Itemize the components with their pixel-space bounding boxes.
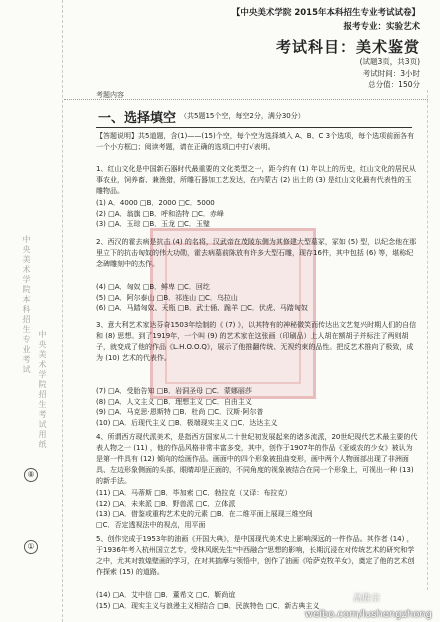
weibo-logo: 高胜宗 bbox=[352, 594, 380, 604]
subject-title: 考试科目：美术鉴赏 bbox=[275, 38, 420, 56]
option-row[interactable]: (12) □A．未来派 □B．野兽派 □C．立体派 bbox=[96, 499, 236, 508]
option-row[interactable]: (6) □A．马踏匈奴、天瓶 □B．武士俑、跪羊 □C．伏虎、马踏匈奴 bbox=[96, 304, 308, 313]
question-4: 4、所谓西方现代派美术，是指西方国家从二十世纪初发展起来的诸多流派，20世纪现代艺术最主要的代表人物之一 (11) ，他的作品风格非常丰富多变，其中，创作于1907年的作品《亚威农的少女》被认为是第一件具有 (12) 倾向的绘画作品。画面中的四个形象被扭曲变形，画中两个人物面部出现了非洲面具、左边形象侧面的头部，眼睛却是正面的，不同角度的视象被结合在同一个形象上，可视出一种 (13) 的新手法。 bbox=[96, 433, 418, 485]
exam-meta bbox=[360, 56, 420, 91]
option-row[interactable]: (2) □A．翁旗 □B．呼和浩特 □C．赤峰 bbox=[96, 209, 224, 218]
exam-content-label: 考题内容 bbox=[96, 91, 124, 99]
section-title: 一、选择填空 bbox=[98, 111, 177, 126]
section-rule bbox=[96, 127, 412, 128]
meta-time: 考试时间：3小时 bbox=[362, 68, 420, 78]
option-row[interactable]: (15) □A．现实主义与浪漫主义相结合 □B．民族特色 □C．新古典主义 bbox=[96, 601, 320, 610]
major-label: 报考专业：实验艺术 bbox=[343, 22, 420, 32]
page-marker-1: ① bbox=[24, 540, 38, 554]
page-marker-8: ⑧ bbox=[24, 468, 38, 482]
option-row[interactable]: (5) □A．阿尔泰山 □B．祁连山 □C．乌拉山 bbox=[96, 293, 238, 302]
question-5: 5、创作完成于1953年的油画《开国大典》，是中国现代美术史上影响深远的一件作品。其作者 (14) ，于1936年考入杭州国立艺专，受林风眠先生"中西融合"思想的影响，长期沉浸在对传统艺术的研究和学之中，尤其对敦煌壁画的学习，在对其揣摩与领悟中，创作了油画《哈萨克牧羊女》，奠定了他的艺术创作探索 (15) 的道路。 bbox=[96, 535, 415, 576]
option-row[interactable]: (8) □A．人文主义 □B．理想主义 □C．自由主义 bbox=[96, 397, 252, 406]
school-header: 【中央美术学院 2015年本科招生专业考试试卷】 bbox=[231, 8, 420, 18]
option-row[interactable]: (1) A．4000 □B．2000 □C．5000 bbox=[96, 199, 215, 207]
question-2: 2、西汉的霍去病是抗击 (4) 的名将，汉武帝在茂陵东侧为其修建大型墓冢，冢如 (5) 型，以纪念他在那里立下的抗击匈奴的伟大功勋，霍去病墓前陈放有许多大型石雕，现存16件，其中包括 (6) 等，堪称纪念碑雕刻中的杰作。 bbox=[96, 238, 417, 268]
option-row[interactable]: (3) □A．玉琮 □B．玉龙 □C．玉璧 bbox=[96, 220, 210, 229]
option-row[interactable]: (7) □A．受胎告知 □B．岩洞圣母 □C．蒙娜丽莎 bbox=[96, 387, 252, 395]
option-row[interactable]: (14) □A．艾中信 □B．董希文 □C．靳尚谊 bbox=[96, 591, 236, 599]
section-note: （共5题15个空，每空2分，满分30分） bbox=[180, 112, 305, 120]
question-1: 1、红山文化是中国新石器时代最重要的文化类型之一，距今约有 (1) 年以上的历史，红山文化的居民从事农业，饲养畜、兼渔猎，所雕石器加工艺发达，在内蒙古 (2) 出土的 (3) 是红山文化最有代表性的玉雕物品。 bbox=[96, 165, 416, 195]
binding-vertical-text: 中央美术学院本科招生专业考试 bbox=[22, 235, 31, 375]
question-3-options bbox=[96, 386, 418, 429]
option-row[interactable]: □C．否定透视法中的视点，用平面 bbox=[96, 521, 206, 530]
binding-vertical-text-2: 中央美术学院招生考试用纸 bbox=[38, 330, 47, 450]
option-row[interactable]: (11) □A．马蒂斯 □B．毕加索 □C．勃拉克（又译：布拉克） bbox=[96, 489, 292, 497]
question-4-options bbox=[96, 488, 418, 531]
question-2-options bbox=[96, 282, 418, 314]
option-row[interactable]: (13) □A．借鉴或重构艺术史的元素 □B．在二维平面上展现三维空间 bbox=[96, 510, 313, 519]
question-1-options bbox=[96, 198, 418, 230]
answer-instructions: 【答题说明】共5道题，含(1)——(15)个空，每个空为选择填入 A、B、C 3个选项，每个选项前面各有一个小方框□；阅读考题，请在正确的选项□中打√表明。 bbox=[96, 132, 415, 151]
question-3: 3、意大利艺术家达芬奇1503年绘制的《 (7) 》，以其特有的神秘微笑而传达出文艺复兴时期人们的自信和 (8) 思想。到了1919年，一个叫 (9) 的艺术家在这张画（印刷品）上人胡在额胡子并标注了两则胡子，就变成了他的作品《L.H.O.O.Q》，展示了他推翻传统、无视约束的品性。把反艺术推向了极致，成为 (10) 艺术的代表作。 bbox=[96, 321, 417, 362]
weibo-watermark: weibo.com/lushengzhong bbox=[304, 609, 432, 620]
option-row[interactable]: (9) □A．马克思·恩斯特 □B．杜尚 □C．汉斯·阿尔普 bbox=[96, 408, 264, 417]
right-dashed-border bbox=[427, 90, 428, 590]
meta-pages: (试题3页，共3页) bbox=[359, 57, 420, 66]
option-row[interactable]: (4) □A．匈奴 □B．鲜卑 □C．回纥 bbox=[96, 283, 210, 291]
option-row[interactable]: (10) □A．后现代主义 □B．极端现实主义 □C．达达主义 bbox=[96, 419, 278, 428]
dotted-divider bbox=[64, 99, 428, 100]
meta-score: 总分值：150分 bbox=[368, 80, 420, 89]
